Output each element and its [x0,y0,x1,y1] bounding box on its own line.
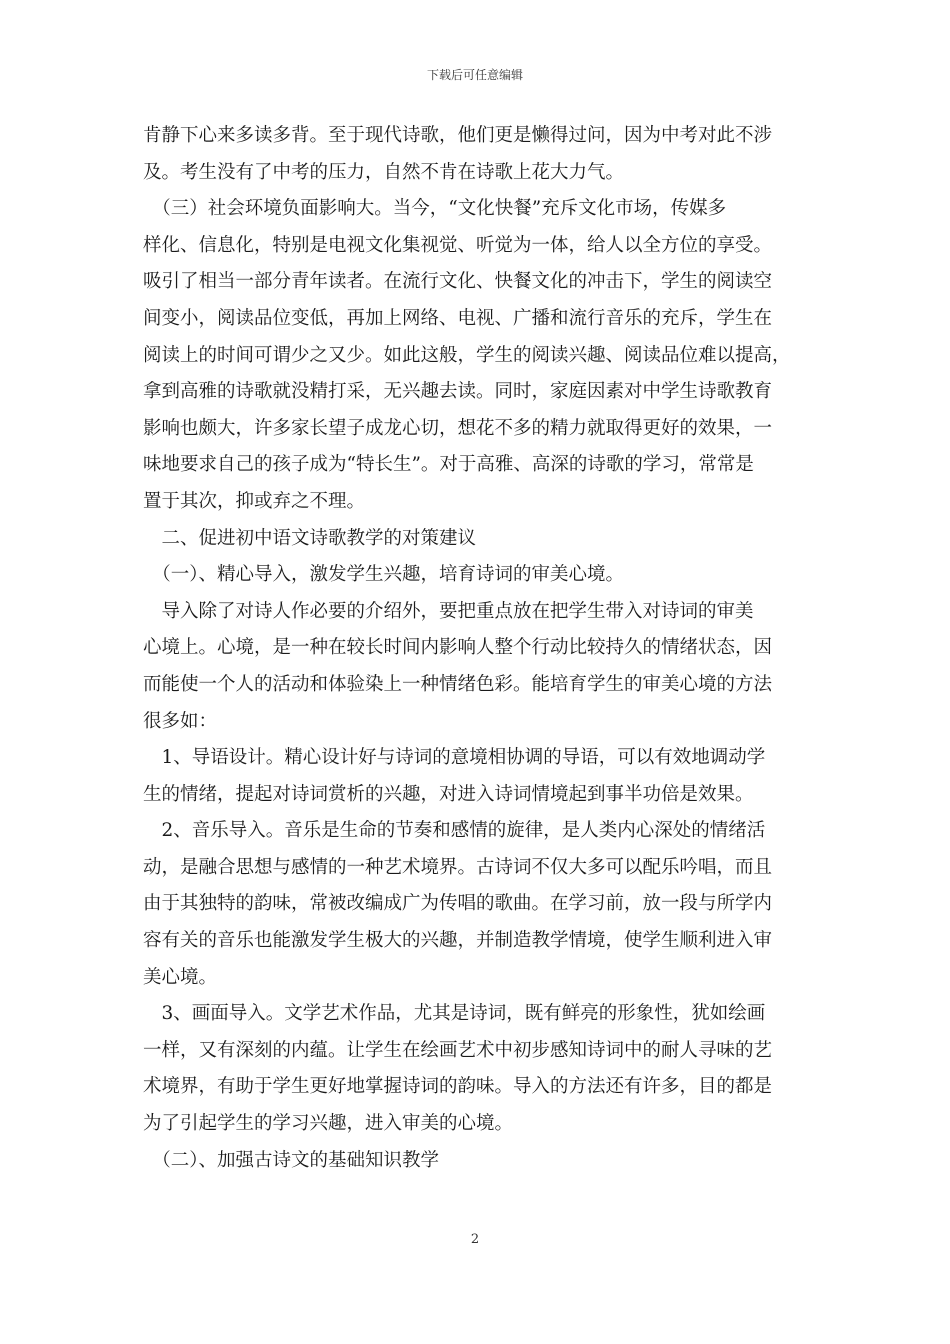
list-item-start-line: 2、音乐导入。音乐是生命的节奏和感情的旋律，是人类内心深处的情绪活 [143,820,766,842]
text-line: 吸引了相当一部分青年读者。在流行文化、快餐文化的冲击下，学生的阅读空 [143,271,773,293]
text-line: 拿到高雅的诗歌就没精打采，无兴趣去读。同时，家庭因素对中学生诗歌教育 [143,381,773,403]
text-line: 味地要求自己的孩子成为“特长生”。对于高雅、高深的诗歌的学习，常常是 [143,454,754,476]
text-line: 动，是融合思想与感情的一种艺术境界。古诗词不仅大多可以配乐吟唱，而且 [143,856,773,878]
text-line: 术境界，有助于学生更好地掌握诗词的韵味。导入的方法还有许多，目的都是 [143,1076,773,1098]
paragraph-start-line: （三）社会环境负面影响大。当今，“文化快餐”充斥文化市场，传媒多 [143,198,727,220]
text-line: 阅读上的时间可谓少之又少。如此这般，学生的阅读兴趣、阅读品位难以提高， [143,344,791,366]
text-line: 及。考生没有了中考的压力，自然不肯在诗歌上花大力气。 [143,161,625,183]
list-item-start-line: 3、画面导入。文学艺术作品，尤其是诗词，既有鲜亮的形象性，犹如绘画 [143,1003,766,1025]
text-line: 为了引起学生的学习兴趣，进入审美的心境。 [143,1113,514,1135]
list-item-start-line: 1、导语设计。精心设计好与诗词的意境相协调的导语，可以有效地调动学 [143,747,766,769]
text-line: 肯静下心来多读多背。至于现代诗歌，他们更是懒得过问，因为中考对此不涉 [143,125,773,146]
text-line: 心境上。心境，是一种在较长时间内影响人整个行动比较持久的情绪状态，因 [143,637,773,659]
text-line: 而能使一个人的活动和体验染上一种情绪色彩。能培育学生的审美心境的方法 [143,673,773,695]
text-line: 一样，又有深刻的内蕴。让学生在绘画艺术中初步感知诗词中的耐人寻味的艺 [143,1039,773,1061]
page-number: 2 [470,1232,480,1247]
text-line: 容有关的音乐也能激发学生极大的兴趣，并制造教学情境，使学生顺利进入审 [143,930,773,952]
text-line: 间变小，阅读品位变低，再加上网络、电视、广播和流行音乐的充斥，学生在 [143,307,773,329]
document-body [143,118,807,1179]
text-line: 生的情绪，提起对诗词赏析的兴趣，对进入诗词情境起到事半功倍是效果。 [143,783,754,805]
subsection-heading: （一）、精心导入，激发学生兴趣，培育诗词的审美心境。 [143,564,625,586]
text-line: 很多如： [143,710,218,732]
page-header: 下载后可任意编辑 [426,68,523,82]
text-line: 样化、信息化，特别是电视文化集视觉、听觉为一体，给人以全方位的享受。 [143,234,773,256]
text-line: 影响也颇大，许多家长望子成龙心切，想花不多的精力就取得更好的效果，一 [143,417,773,439]
text-line: 置于其次，抑或弃之不理。 [143,490,366,512]
text-line: 由于其独特的韵味，常被改编成广为传唱的歌曲。在学习前，放一段与所学内 [143,893,773,915]
subsection-heading: （二）、加强古诗文的基础知识教学 [143,1149,440,1171]
section-heading: 二、促进初中语文诗歌教学的对策建议 [143,527,477,549]
text-line: 美心境。 [143,966,218,988]
paragraph-start-line: 导入除了对诗人作必要的介绍外，要把重点放在把学生带入对诗词的审美 [143,600,754,622]
